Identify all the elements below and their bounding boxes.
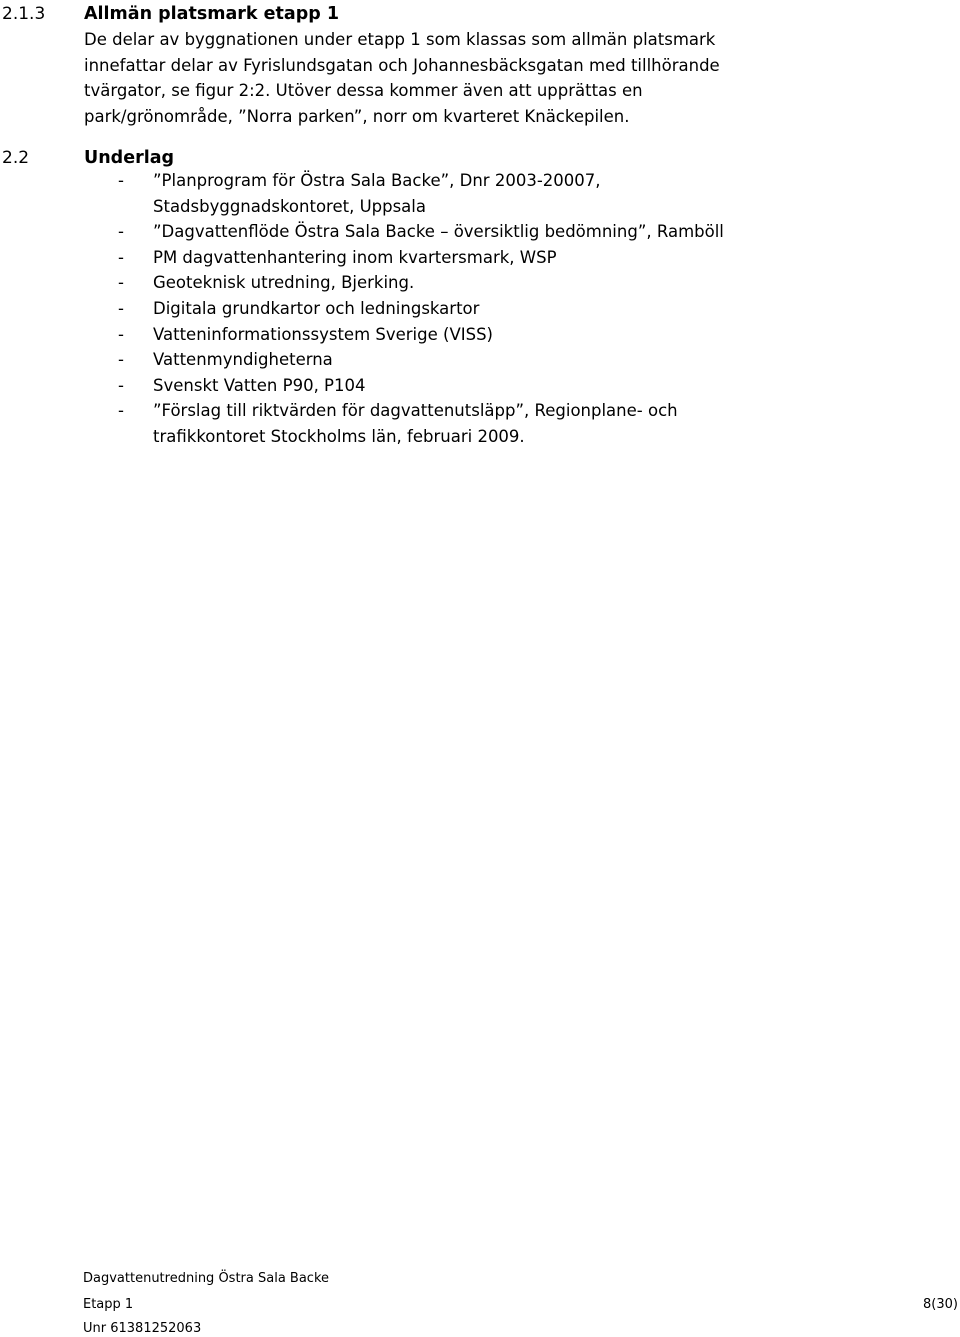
footer-report-number: Unr 61381252063 [83, 1321, 202, 1336]
list-item [84, 373, 944, 399]
paragraph-line: De delar av byggnationen under etapp 1 som klassas som allmän platsmark [84, 30, 716, 49]
section-title: Underlag [84, 148, 175, 168]
list-item [84, 398, 944, 449]
dash-bullet: - [118, 298, 124, 318]
section-title: Allmän platsmark etapp 1 [84, 4, 340, 24]
section-number: 2.1.3 [2, 4, 46, 24]
reference-list [84, 168, 944, 450]
footer-document-title: Dagvattenutredning Östra Sala Backe [83, 1271, 330, 1286]
dash-bullet: - [118, 324, 124, 344]
dash-bullet: - [118, 171, 124, 190]
list-item-line: ”Förslag till riktvärden för dagvattenutsläpp”, Regionplane- och [153, 401, 678, 421]
dash-bullet: - [118, 401, 124, 421]
paragraph-line: park/grönområde, ”Norra parken”, norr om kvarteret Knäckepilen. [84, 106, 630, 126]
list-item [84, 219, 944, 245]
section-number: 2.2 [2, 148, 30, 168]
section-body [84, 2, 944, 129]
dash-bullet: - [118, 247, 124, 267]
dash-bullet: - [118, 273, 124, 293]
paragraph-line: tvärgator, se figur 2:2. Utöver dessa kommer även att upprättas en [84, 81, 643, 101]
dash-bullet: - [118, 375, 124, 395]
list-item [84, 296, 944, 322]
list-item-line: Vatteninformationssystem Sverige (VISS) [153, 324, 493, 344]
list-item-line: Stadsbyggnadskontoret, Uppsala [153, 196, 426, 216]
reference-list-container [84, 168, 944, 450]
list-item-line: Geoteknisk utredning, Bjerking. [153, 273, 415, 293]
footer-page-number: 8(30) [923, 1297, 958, 1312]
list-item-line: ”Dagvattenflöde Östra Sala Backe – översiktlig bedömning”, Ramböll [153, 222, 724, 242]
list-item-line: Svenskt Vatten P90, P104 [153, 375, 366, 395]
list-item [84, 322, 944, 348]
dash-bullet: - [118, 350, 124, 370]
list-item [84, 245, 944, 271]
list-item [84, 168, 944, 219]
list-item-line: PM dagvattenhantering inom kvartersmark, WSP [153, 247, 557, 267]
footer-stage: Etapp 1 [83, 1297, 134, 1312]
list-item-line: trafikkontoret Stockholms län, februari 2009. [153, 426, 525, 446]
list-item [84, 347, 944, 373]
list-item-line: Digitala grundkartor och ledningskartor [153, 298, 480, 318]
list-item-line: ”Planprogram för Östra Sala Backe”, Dnr 2003-20007, [153, 171, 601, 190]
list-item-line: Vattenmyndigheterna [153, 350, 333, 370]
dash-bullet: - [118, 222, 124, 242]
paragraph-line: innefattar delar av Fyrislundsgatan och Johannesbäcksgatan med tillhörande [84, 55, 720, 75]
list-item [84, 270, 944, 296]
